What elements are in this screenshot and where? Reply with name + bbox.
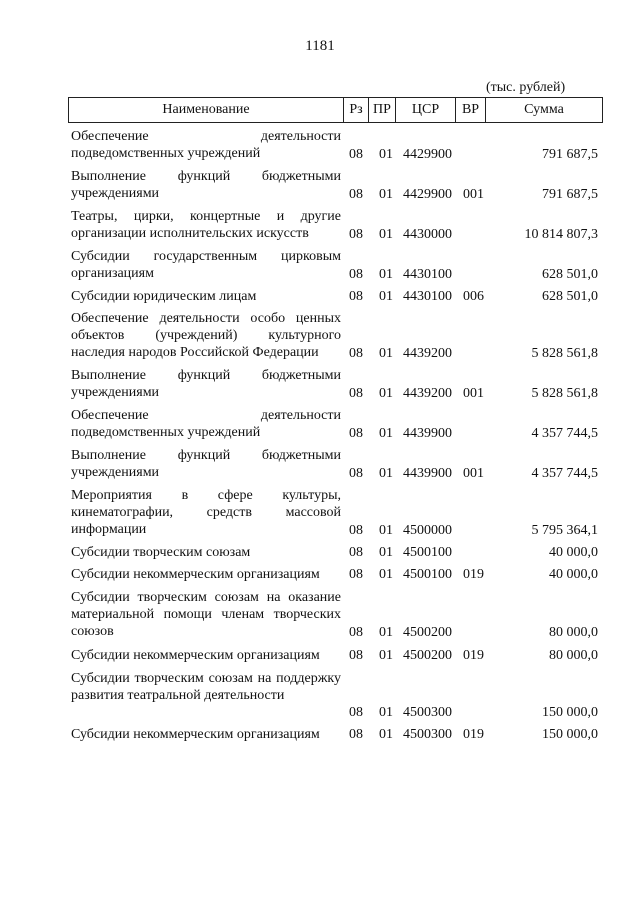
row-rz: 08	[349, 386, 363, 401]
row-pr: 01	[379, 727, 393, 742]
row-sum: 5 795 364,1	[531, 523, 598, 538]
row-sum: 40 000,0	[549, 567, 598, 582]
row-rz: 08	[349, 289, 363, 304]
row-csr: 4500300	[403, 727, 452, 742]
row-name: Субсидии некоммерческим организациям	[71, 567, 320, 582]
row-pr: 01	[379, 466, 393, 481]
row-vr: 019	[463, 648, 484, 663]
row-sum: 150 000,0	[542, 705, 598, 720]
row-rz: 08	[349, 545, 363, 560]
row-csr: 4439900	[403, 466, 452, 481]
row-csr: 4430100	[403, 289, 452, 304]
row-name: Выполнение функций бюджетными учреждениями	[71, 448, 341, 480]
row-rz: 08	[349, 567, 363, 582]
row-sum: 4 357 744,5	[531, 466, 598, 481]
row-pr: 01	[379, 426, 393, 441]
row-rz: 08	[349, 346, 363, 361]
row-csr: 4500100	[403, 545, 452, 560]
row-sum: 150 000,0	[542, 727, 598, 742]
row-rz: 08	[349, 648, 363, 663]
row-vr: 019	[463, 727, 484, 742]
row-rz: 08	[349, 625, 363, 640]
row-pr: 01	[379, 227, 393, 242]
row-pr: 01	[379, 648, 393, 663]
row-name: Обеспечение деятельности подведомственных учреждений	[71, 408, 341, 440]
row-pr: 01	[379, 523, 393, 538]
row-rz: 08	[349, 426, 363, 441]
table-header	[68, 97, 603, 123]
row-vr: 006	[463, 289, 484, 304]
row-pr: 01	[379, 187, 393, 202]
row-csr: 4500200	[403, 648, 452, 663]
row-sum: 80 000,0	[549, 648, 598, 663]
row-pr: 01	[379, 545, 393, 560]
row-csr: 4430000	[403, 227, 452, 242]
row-pr: 01	[379, 267, 393, 282]
row-name: Субсидии творческим союзам на оказание материальной помощи членам творческих союзов	[71, 590, 341, 639]
row-sum: 80 000,0	[549, 625, 598, 640]
header-csr: ЦСР	[396, 98, 456, 122]
row-sum: 628 501,0	[542, 267, 598, 282]
row-name: Субсидии некоммерческим организациям	[71, 727, 320, 742]
row-name: Субсидии творческим союзам на поддержку развития театральной деятельности	[71, 671, 341, 703]
row-sum: 5 828 561,8	[531, 386, 598, 401]
row-sum: 791 687,5	[542, 187, 598, 202]
row-sum: 5 828 561,8	[531, 346, 598, 361]
row-name: Мероприятия в сфере культуры, кинематографии, средств массовой информации	[71, 488, 341, 537]
row-sum: 4 357 744,5	[531, 426, 598, 441]
row-csr: 4500000	[403, 523, 452, 538]
row-pr: 01	[379, 705, 393, 720]
header-pr: ПР	[369, 98, 396, 122]
header-sum: Сумма	[524, 102, 564, 117]
row-vr: 001	[463, 466, 484, 481]
header-name: Наименование	[69, 98, 344, 122]
row-csr: 4500300	[403, 705, 452, 720]
row-name: Обеспечение деятельности особо ценных объектов (учреждений) культурного наследия народов Российской Федерации	[71, 311, 341, 360]
row-pr: 01	[379, 289, 393, 304]
units-label: (тыс. рублей)	[486, 80, 566, 95]
row-csr: 4429900	[403, 187, 452, 202]
row-csr: 4430100	[403, 267, 452, 282]
row-vr: 019	[463, 567, 484, 582]
row-sum: 791 687,5	[542, 147, 598, 162]
row-pr: 01	[379, 147, 393, 162]
row-rz: 08	[349, 187, 363, 202]
row-csr: 4439900	[403, 426, 452, 441]
row-rz: 08	[349, 267, 363, 282]
row-name: Выполнение функций бюджетными учреждениями	[71, 169, 341, 201]
row-vr: 001	[463, 187, 484, 202]
header-vr: ВР	[456, 98, 486, 122]
row-pr: 01	[379, 625, 393, 640]
row-sum: 10 814 807,3	[524, 227, 598, 242]
row-name: Театры, цирки, концертные и другие организации исполнительских искусств	[71, 209, 341, 241]
row-csr: 4500100	[403, 567, 452, 582]
row-pr: 01	[379, 386, 393, 401]
row-name: Субсидии юридическим лицам	[71, 289, 257, 304]
row-name: Субсидии некоммерческим организациям	[71, 648, 320, 663]
row-rz: 08	[349, 727, 363, 742]
row-rz: 08	[349, 227, 363, 242]
row-name: Субсидии государственным цирковым организациям	[71, 249, 341, 281]
row-sum: 40 000,0	[549, 545, 598, 560]
header-rz: Рз	[344, 98, 369, 122]
row-csr: 4429900	[403, 147, 452, 162]
row-name: Выполнение функций бюджетными учреждениями	[71, 368, 341, 400]
row-sum: 628 501,0	[542, 289, 598, 304]
row-rz: 08	[349, 466, 363, 481]
row-pr: 01	[379, 567, 393, 582]
row-vr: 001	[463, 386, 484, 401]
row-csr: 4439200	[403, 346, 452, 361]
row-csr: 4500200	[403, 625, 452, 640]
row-rz: 08	[349, 523, 363, 538]
row-rz: 08	[349, 705, 363, 720]
row-rz: 08	[349, 147, 363, 162]
row-name: Субсидии творческим союзам	[71, 545, 251, 560]
row-name: Обеспечение деятельности подведомственных учреждений	[71, 129, 341, 161]
row-csr: 4439200	[403, 386, 452, 401]
row-pr: 01	[379, 346, 393, 361]
page-number: 1181	[305, 38, 335, 54]
